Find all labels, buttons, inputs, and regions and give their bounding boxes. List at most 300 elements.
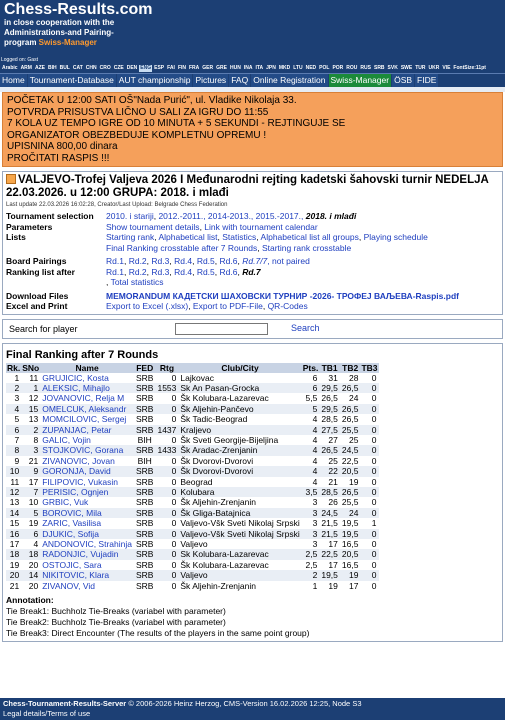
table-cell: 6 [302,383,320,393]
table-cell: 2,5 [302,549,320,559]
table-cell: 13 [21,414,40,424]
column-header[interactable]: Club/City [178,363,301,373]
table-cell: 0 [360,393,378,403]
notice-line: UPISNINA 800,00 dinara [7,141,118,152]
lists-label: Lists [6,232,26,242]
ranking-round-link[interactable]: Rd.1 [106,266,124,277]
table-cell: 29,5 [321,382,338,393]
language-option[interactable]: FAI [167,65,175,71]
table-cell: 2 [6,383,21,393]
table-row [6,456,379,466]
table-cell: 14 [21,570,40,580]
ranking-round-link[interactable]: Rd.4 [174,266,193,277]
column-header[interactable]: Pts. [302,362,319,373]
language-option[interactable]: Arabic [2,65,18,71]
table-cell: 15 [21,404,40,414]
table-cell: 20 [6,570,21,580]
table-cell: SRB [135,414,154,425]
table-cell: 0 [155,508,178,518]
table-cell: 25,5 [341,497,359,508]
player-name-link[interactable]: OMELCUK, Aleksandr [40,404,134,414]
menu-item[interactable]: AUT championship [118,75,191,85]
table-cell: 0 [360,529,378,539]
table-cell: 11 [21,373,40,383]
table-cell: 2 [21,425,40,435]
menu-item[interactable]: Pictures [195,75,227,85]
table-cell: 17 [6,539,21,549]
table-cell: 0 [360,414,378,424]
table-cell: 20,5 [341,549,359,560]
table-cell: 16,5 [341,539,359,549]
table-cell: 0 [155,435,178,445]
starting-rank-link[interactable]: Starting rank [106,232,155,242]
language-option[interactable]: ROU [346,65,358,71]
group-link[interactable]: 2012.-2011., 2014-2013., 2015.-2017., [158,211,304,221]
qr-codes-link[interactable]: QR-Codes [267,301,308,311]
table-cell: 3 [302,497,320,507]
language-option[interactable]: HUN [229,65,241,71]
annotation-heading: Annotation: [6,595,54,606]
language-option[interactable]: VIE [442,65,451,71]
player-search-box [2,319,503,339]
player-name-link[interactable]: GRBIC, Vuk [40,497,134,507]
menu-item[interactable]: Online Registration [253,75,326,85]
parameters-label: Parameters [6,221,53,232]
pairing-round-link[interactable]: Rd.4 [174,256,193,266]
table-cell: Šk Aradac-Zrenjanin [178,445,301,455]
table-cell: 16,5 [341,559,359,570]
table-cell: 21,5 [321,518,338,529]
table-row [6,393,379,403]
table-cell: 19 [6,560,21,570]
language-option[interactable]: POR [332,65,344,71]
export-pdf-link[interactable]: Export to PDF-File [192,301,263,311]
table-cell: SRB [135,382,154,393]
table-cell: 3 [302,508,320,518]
table-cell: 0 [155,570,178,580]
table-cell: 4 [302,477,320,487]
table-cell: 4 [6,404,21,414]
table-row [6,383,379,393]
table-cell: 24,5 [341,445,359,456]
table-cell: SRB [135,445,154,456]
language-option[interactable]: CZE [113,65,124,71]
player-name-link[interactable]: DJUKIC, Sofija [40,529,134,539]
table-cell: 0 [155,581,178,591]
site-footer [0,698,505,720]
table-cell: 12 [21,393,40,403]
site-header [0,0,505,56]
table-cell: 0 [155,539,178,549]
table-row [6,445,379,455]
table-cell: 5 [6,414,21,424]
group-link[interactable]: 2010. i stariji [106,211,154,221]
table-row [6,529,379,539]
table-cell: 8 [6,445,21,455]
language-option[interactable]: UKR [428,65,440,71]
language-option[interactable]: ARM [20,65,32,71]
tie-break-2: Tie Break2: Buchholz Tie-Breaks (variabel with parameter) [6,617,226,628]
table-cell: 1437 [157,424,177,435]
notice-line: POČETAK U 12:00 SATI OŠ"Nada Purić", ul. Vladike Nikolaja 33. [7,95,297,106]
table-cell: 1 [21,383,40,393]
table-row [6,549,379,559]
table-cell: 22,5 [321,549,338,560]
table-cell: 7 [21,487,40,497]
tournament-info-table: Tournament selection 2010. i stariji, 2012.-2011., 2014-2013., 2015.-2017., 2018. i mlađi Parameters Show tournament details, Link with tournament calendar Lists Starting rank, Alphabetical list, Statistics, Alphabetical list all groups, Playing schedule Final Ranking crosstable after 7 Rounds, Starting rank crosstable Board Pairings Rd.1, Rd.2, Rd.3, Rd.4, Rd.5, Rd.6, Rd.7/7, not paired Ranking list after Rd.1, Rd.2, Rd.3, Rd.4, Rd.5, Rd.6, Rd.7 , Total statistics Download Files MEMORANDUM КАДЕТСКИ ШАХОВСКИ ТУРНИР -2026- ТРОФЕЈ ВАЉЕВА-Raspis.pdf Excel and Print Export to Excel (.xlsx), Export to PDF-File, QR-Codes [6,211,499,312]
brand-subtitle-3: program Swiss-Manager [4,38,97,47]
player-name-link[interactable]: GRUJICIC, Kosta [40,373,134,383]
table-cell: 17 [319,560,340,570]
pairing-round-link[interactable]: Rd.5 [196,256,215,266]
table-cell: 3 [302,529,320,539]
total-statistics-link[interactable]: Total statistics [110,277,164,287]
table-cell: Valjevo-Všk Sveti Nikolaj Srpski [180,528,300,539]
language-option[interactable]: CAT [72,65,83,71]
table-cell: 19 [340,570,361,580]
menu-item[interactable]: Tournament-Database [29,75,114,85]
table-cell: 0 [360,373,378,383]
column-header[interactable]: TB1 [319,363,340,373]
search-button[interactable]: Search [291,322,320,333]
table-cell: 0 [155,466,178,476]
table-cell: 7 [6,435,21,445]
table-cell: SRB [135,393,154,404]
language-option[interactable]: INA [243,65,253,71]
table-cell: SRB [135,403,154,414]
table-cell: 2,5 [302,560,320,570]
table-cell: 0 [360,383,378,393]
player-name-link[interactable]: ALEKSIC, Mihajlo [40,383,134,393]
table-cell: 6 [6,425,21,435]
legal-link[interactable]: Legal details/Terms of use [3,709,91,718]
table-cell: Šk Aljehin-Zrenjanin [178,581,301,591]
site-logo[interactable]: Chess-Results.com [4,1,153,18]
playing-schedule-link[interactable]: Playing schedule [363,232,428,242]
table-cell: 3,5 [302,487,320,497]
player-search-input[interactable] [175,323,268,335]
language-bar [0,64,505,73]
table-cell: 19,5 [321,570,338,581]
tournament-selection-label: Tournament selection [6,211,94,221]
language-option[interactable]: DEN [126,65,138,71]
show-details-link[interactable]: Show tournament details [106,221,200,232]
table-row [6,373,379,383]
table-cell: 26,5 [321,445,338,456]
table-row [6,570,379,580]
table-cell: 0 [360,581,378,591]
language-option[interactable]: NED [305,65,317,71]
table-cell: 24,5 [321,507,338,518]
player-name-link[interactable]: PERISIC, Ognjen [40,487,134,497]
table-cell: Šk Aljehin-Zrenjanin [178,497,301,507]
statistics-link[interactable]: Statistics [222,232,257,242]
table-cell: 0 [155,497,178,507]
starting-crosstable-link[interactable]: Starting rank crosstable [261,242,352,253]
table-cell: Sk An Pasan-Grocka [178,383,301,393]
table-cell: 4 [302,466,320,476]
table-cell: 24 [340,393,361,403]
table-cell: 4 [302,456,320,466]
menu-item[interactable]: FIDE [417,75,437,85]
table-cell: 20,5 [341,466,359,477]
table-row [6,560,379,570]
table-cell: 27 [319,435,340,445]
table-cell: 15 [6,518,21,528]
table-cell: 3 [302,539,320,549]
ranking-round-link[interactable]: Rd.6 [219,266,238,277]
player-name-link[interactable]: NIKITOVIC, Klara [40,570,134,580]
table-cell: 0 [360,435,378,445]
table-cell: 0 [360,456,378,466]
table-cell: 0 [360,425,378,435]
table-cell: 0 [360,508,378,518]
table-cell: 1 [302,581,320,591]
table-cell: 0 [155,477,178,487]
language-option[interactable]: BIH [47,65,57,71]
tie-break-3: Tie Break3: Direct Encounter (The results of the players in the same point group) [6,628,310,639]
table-cell: SRB [135,539,154,549]
download-files-label: Download Files [6,290,69,301]
table-cell: 10 [21,497,40,507]
table-cell: Valjevo-Všk Sveti Nikolaj Srpski [180,518,300,529]
menu-item[interactable]: Home [2,75,25,85]
language-option[interactable]: GER [202,65,214,71]
language-option[interactable]: FIN [177,65,186,71]
table-cell: 12 [6,487,21,497]
language-option[interactable]: GRE [216,65,227,71]
tournament-selection-links: 2010. i stariji, 2012.-2011., 2014-2013., 2015.-2017., 2018. i mlađi [106,211,357,221]
board-pairings-label: Board Pairings [6,256,67,266]
table-cell: Šk Dvorovi-Dvorovi [178,466,301,476]
player-name-link[interactable]: STOJKOVIC, Gorana [40,445,134,455]
table-cell: 0 [360,404,378,414]
tournament-notice [2,92,503,167]
table-cell: 19 [319,581,340,591]
table-cell: 0 [155,373,178,383]
table-cell: 28,5 [321,414,338,425]
table-cell: 25 [319,456,340,466]
column-header[interactable]: TB3 [361,362,378,373]
language-option[interactable]: LTU [293,65,303,71]
table-cell: 0 [155,549,178,559]
table-cell: 19 [21,518,40,528]
table-cell: 0 [155,404,178,414]
language-option[interactable]: ITA [255,65,264,71]
table-cell: 4 [302,445,320,455]
table-cell: 19,5 [341,528,359,539]
player-name-link[interactable]: BOROVIC, Mila [40,508,134,518]
table-cell: 1433 [157,445,177,456]
table-cell: SRB [135,476,154,487]
player-name-link[interactable]: ZUPANJAC, Petar [40,425,134,435]
ranking-links: Rd.1, Rd.2, Rd.3, Rd.4, Rd.5, Rd.6, Rd.7 , Total statistics [106,266,261,287]
alphabetical-list-link[interactable]: Alphabetical list [158,232,218,242]
player-name-link[interactable]: GALIC, Vojin [40,435,134,445]
table-cell: Šk Kolubara-Lazarevac [178,560,301,570]
pairings-links: Rd.1, Rd.2, Rd.3, Rd.4, Rd.5, Rd.6, Rd.7/7, not paired [106,256,310,266]
table-row [6,581,379,591]
table-cell: 1 [6,373,21,383]
menu-item[interactable]: FAQ [231,75,249,85]
table-cell: SRB [135,372,154,383]
column-header[interactable]: Name [40,363,134,373]
table-cell: BIH [134,456,155,466]
column-header[interactable]: TB2 [340,363,361,373]
table-cell: 4 [302,414,320,424]
table-cell: SRB [135,580,154,591]
table-cell: 0 [155,518,178,528]
ranking-round-link[interactable]: Rd.3 [151,266,170,277]
pairing-round-link[interactable]: Rd.1 [106,256,124,266]
table-cell: 19,5 [341,518,359,529]
table-cell: 26,5 [321,393,338,404]
player-name-link[interactable]: FILIPOVIC, Vukasin [40,477,134,487]
table-cell: Šk Sveti Georgije-Bijeljina [178,435,301,445]
table-cell: SRB [135,528,154,539]
table-cell: SRB [135,497,154,508]
player-name-link[interactable]: ZIVANOV, Vid [40,581,134,591]
table-cell: SRB [135,424,154,435]
language-option[interactable]: BUL [59,65,70,71]
brand-subtitle-2: Administrations-and Pairing- [4,28,114,37]
pairing-round-link[interactable]: Rd.2 [128,256,147,266]
table-cell: 3 [302,518,320,528]
table-cell: 3 [6,393,21,403]
notice-line: 7 KOLA UZ TEMPO IGRE OD 10 MINUTA + 5 SEKUNDI - REJTINGUJE SE [7,118,346,129]
language-option[interactable]: CHN [85,65,97,71]
language-option[interactable]: MKD [278,65,291,71]
table-cell: 11 [6,477,21,487]
notice-line: ORGANIZATOR OBEZBEDUJE KOMPLETNU OPREMU ! [7,129,267,141]
table-cell: 21 [6,581,21,591]
table-cell: 6 [302,373,320,383]
table-cell: 17 [319,539,340,549]
menu-item[interactable]: ÖSB [394,75,413,85]
language-option[interactable]: CRO [99,65,111,71]
table-cell: 3 [21,445,40,455]
table-cell: SRB [135,570,154,581]
language-option[interactable]: TUR [415,65,426,71]
not-paired-link[interactable]: , not paired [267,256,310,266]
table-cell: 20 [21,560,40,570]
table-cell: 9 [21,466,40,476]
table-cell: 0 [360,549,378,559]
player-name-link[interactable]: MOMCILOVIC, Sergej [40,414,134,424]
tournament-icon [6,174,16,184]
export-excel-link[interactable]: Export to Excel (.xlsx) [106,301,189,311]
language-option[interactable]: SRB [373,65,385,71]
table-row [6,497,379,507]
language-option[interactable]: ENG [140,65,152,71]
final-ranking-box [2,343,503,643]
table-cell: SRB [135,486,154,497]
final-crosstable-link[interactable]: Final Ranking crosstable after 7 Rounds [106,242,258,253]
table-cell: 6 [21,529,40,539]
table-row [6,466,379,476]
language-option[interactable]: SVK [387,65,398,71]
table-cell: 0 [360,487,378,497]
table-cell: 17 [340,581,361,591]
language-option[interactable]: ESP [154,65,165,71]
table-cell: 19 [340,477,361,487]
table-cell: 2 [302,570,320,580]
table-cell: SRB [135,549,154,560]
player-name-link[interactable]: JOVANOVIC, Relja M [40,393,134,403]
player-name-link[interactable]: OSTOJIC, Sara [40,560,134,570]
table-cell: SRB [135,507,154,518]
pairing-round-link[interactable]: Rd.6 [219,256,238,266]
column-header[interactable]: SNo [22,362,40,373]
column-header[interactable]: Rk. [7,362,21,373]
table-cell: 21,5 [321,528,338,539]
pairing-round-link[interactable]: Rd.7/7 [242,256,268,266]
column-header[interactable]: FED [134,363,155,373]
language-option[interactable]: SWE [400,65,413,71]
player-name-link[interactable]: ANDONOVIC, Strahinja [42,539,132,549]
table-cell: Valjevo [178,570,301,580]
table-cell: 8 [21,435,40,445]
table-cell: 0 [155,393,178,403]
language-option[interactable]: JPN [266,65,276,71]
table-cell: 28 [340,373,361,383]
table-cell: SRB [135,518,154,529]
footer-server: Chess-Tournament-Results-Server [3,699,127,708]
brand-subtitle-1: in close cooperation with the [4,18,115,27]
ranking-list-label: Ranking list after [6,266,75,277]
table-cell: 20 [21,581,40,591]
table-cell: 0 [360,477,378,487]
table-cell: 10 [6,466,21,476]
ranking-round-link[interactable]: Rd.2 [128,266,147,277]
column-header[interactable]: Rtg [155,363,178,373]
player-name-link[interactable]: GORONJA, David [40,466,134,476]
login-status: Logged on: Gast [0,56,505,64]
table-cell: 27,5 [321,424,338,435]
table-cell: 25,5 [341,424,359,435]
table-cell: 0 [155,529,178,539]
language-option[interactable]: FRA [189,65,200,71]
alphabetical-all-groups-link[interactable]: Alphabetical list all groups [260,232,359,242]
table-cell: Šk Gliga-Batajnica [178,508,301,518]
player-name-link[interactable]: ZIVANOVIC, Jovan [40,456,134,466]
table-row [6,425,379,435]
tournament-title: VALJEVO-Trofej Valjeva 2026 I Međunarodni rejting kadetski šahovski turnir NEDELJA 22.03.2026. u 12:00 GRUPA: 2018. i mlađi [6,174,489,199]
table-cell: 31 [319,373,340,383]
calendar-link[interactable]: Link with tournament calendar [204,221,318,232]
raspis-download-link[interactable]: MEMORANDUM КАДЕТСКИ ШАХОВСКИ ТУРНИР -2026- ТРОФЕЈ ВАЉЕВА-Raspis.pdf [106,290,459,301]
language-option[interactable]: FontSize:11pt [453,65,486,71]
menu-item[interactable]: Swiss-Manager [330,75,390,85]
table-cell: Šk Aljehin-Pančevo [178,404,301,414]
last-update: Last update 22.03.2026 16:02:28, Creator/Last Upload: Belgrade Chess Federation [6,202,228,208]
table-cell: 0 [360,539,378,549]
player-name-link[interactable]: RADONJIC, Vujadin [40,549,134,559]
language-option[interactable]: AZE [34,65,45,71]
language-option[interactable]: RUS [360,65,371,71]
table-row [6,414,379,424]
excel-print-label: Excel and Print [6,301,68,311]
pairing-round-link[interactable]: Rd.3 [151,256,170,266]
language-option[interactable]: POL [319,65,330,71]
table-cell: 4 [302,435,320,445]
player-name-link[interactable]: ZARIC, Vasilisa [40,518,134,528]
table-cell: Šk Tadic-Beograd [178,414,301,424]
table-cell: 16 [6,529,21,539]
table-cell: Kraljevo [178,425,301,435]
ranking-round-link[interactable]: Rd.5 [196,266,215,277]
table-cell: 0 [155,456,178,466]
